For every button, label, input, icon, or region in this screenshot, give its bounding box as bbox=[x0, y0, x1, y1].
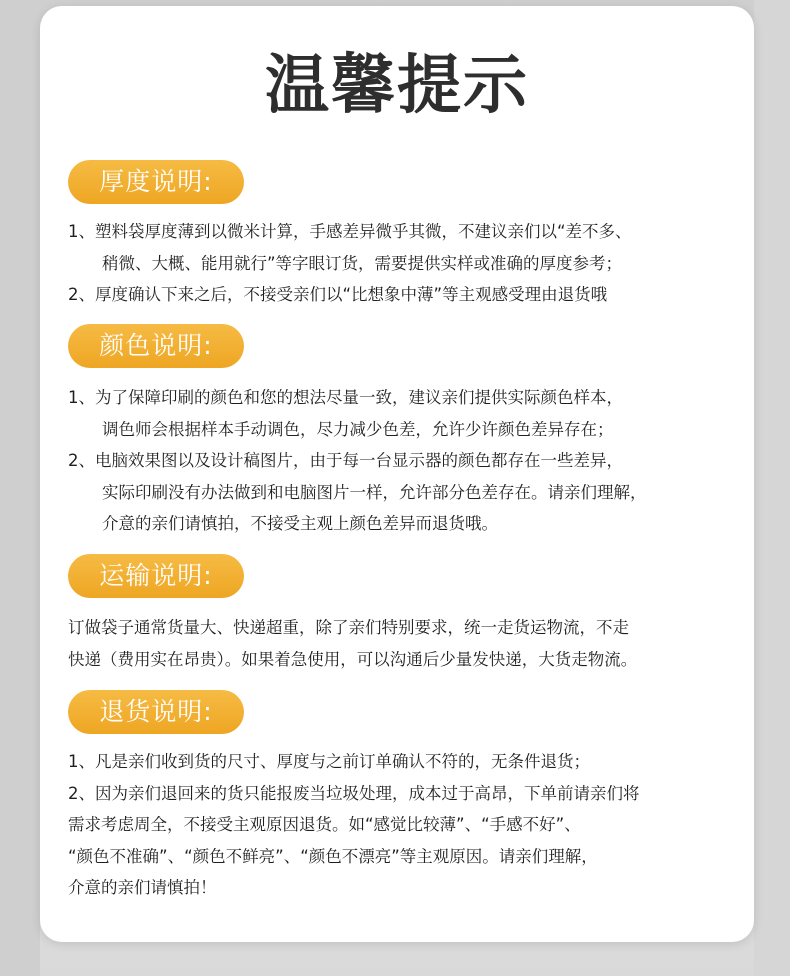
text-line: 2、因为亲们退回来的货只能报废当垃圾处理，成本过于高昂，下单前请亲们将 bbox=[68, 783, 640, 803]
section-heading-color: 颜色说明: bbox=[68, 324, 244, 368]
text-line: 需求考虑周全，不接受主观原因退货。如“感觉比较薄”、“手感不好”、 bbox=[68, 815, 581, 834]
text-line: 1、凡是亲们收到货的尺寸、厚度与之前订单确认不符的，无条件退货； bbox=[68, 752, 590, 771]
text-line: 2、厚度确认下来之后，不接受亲们以“比想象中薄”等主观感受理由退货哦 bbox=[68, 285, 608, 304]
text-line: 调色师会根据样本手动调色，尽力减少色差，允许少许颜色差异存在； bbox=[102, 419, 614, 439]
section-body-color bbox=[68, 382, 758, 540]
page-title: 温馨提示 bbox=[265, 49, 529, 123]
section-body-shipping bbox=[68, 612, 758, 675]
section-heading-shipping: 运输说明: bbox=[68, 554, 244, 598]
section-body-thickness bbox=[68, 216, 758, 311]
notice-card bbox=[40, 6, 754, 942]
text-line: 介意的亲们请慎拍，不接受主观上颜色差异而退货哦。 bbox=[102, 514, 498, 533]
text-line: 稍微、大概、能用就行”等字眼订货，需要提供实样或准确的厚度参考； bbox=[102, 253, 623, 273]
text-line: 1、为了保障印刷的颜色和您的想法尽量一致，建议亲们提供实际颜色样本， bbox=[68, 388, 623, 407]
background-right bbox=[754, 0, 790, 976]
text-line: “颜色不准确”、“颜色不鲜亮”、“颜色不漂亮”等主观原因。请亲们理解， bbox=[68, 846, 598, 866]
text-line: 2、电脑效果图以及设计稿图片，由于每一台显示器的颜色都存在一些差异， bbox=[68, 451, 623, 470]
text-line: 1、塑料袋厚度薄到以微米计算，手感差异微乎其微，不建议亲们以“差不多、 bbox=[68, 222, 632, 241]
text-line: 快递（费用实在昂贵）。如果着急使用，可以沟通后少量发快递，大货走物流。 bbox=[68, 649, 638, 669]
section-heading-thickness: 厚度说明: bbox=[68, 160, 244, 204]
section-heading-returns: 退货说明: bbox=[68, 690, 244, 734]
text-line: 介意的亲们请慎拍！ bbox=[68, 878, 217, 897]
section-body-returns bbox=[68, 746, 758, 904]
text-line: 订做袋子通常货量大、快递超重，除了亲们特别要求，统一走货运物流，不走 bbox=[68, 618, 629, 637]
text-line: 实际印刷没有办法做到和电脑图片一样，允许部分色差存在。请亲们理解， bbox=[102, 482, 647, 502]
background-left bbox=[0, 0, 40, 976]
